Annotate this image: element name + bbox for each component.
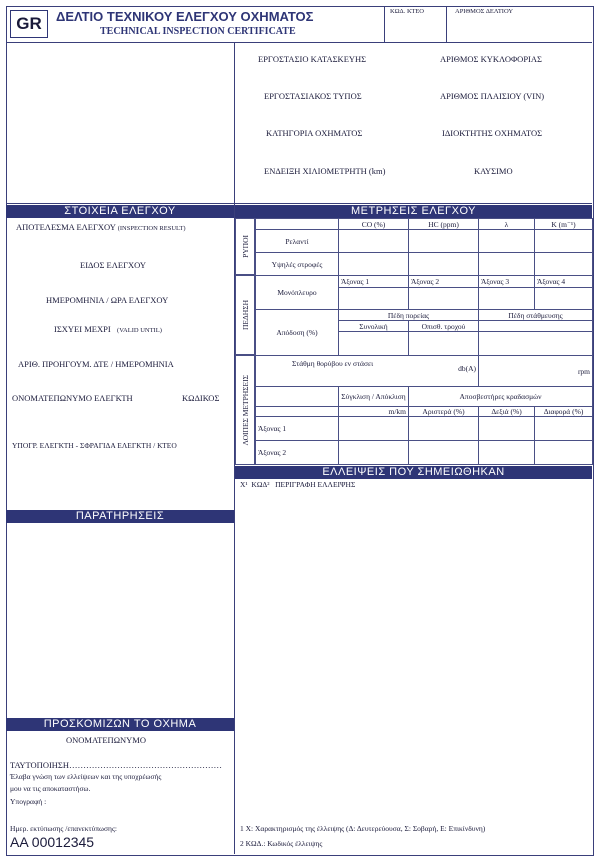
fuel-label: ΚΑΥΣΙΜΟ [474,166,513,176]
presenter-id-field[interactable]: ΤΑΥΤΟΠΟΙΗΣΗ……………………………………………… [10,760,223,770]
valid-until-label: ΙΣΧΥΕΙ ΜΕΧΡΙ (VALID UNTIL) [54,324,162,334]
measurements-section-header: ΜΕΤΡΗΣΕΙΣ ΕΛΕΓΧΟΥ [235,205,592,218]
axle1-header: Άξονας 1 [339,276,409,288]
kteo-code-label: ΚΩΔ. ΚΤΕΟ [390,8,424,15]
lambda-idle-cell[interactable] [479,230,535,253]
defects-note-1: 1 X: Χαρακτηρισμός της έλλειψης (Δ: Δευτερεύουσα, Σ: Σοβαρή, Ε: Επικίνδυνη) [240,824,486,833]
sheet-number-label: ΑΡΙΘΜΟΣ ΔΕΛΤΙΟΥ [455,8,514,15]
pollutants-label: ΡΥΠΟΙ [240,235,250,258]
country-code-box [10,10,48,38]
title-gr: ΔΕΛΤΙΟ ΤΕΧΝΙΚΟΥ ΕΛΕΓΧΟΥ ΟΧΗΜΑΤΟΣ [56,9,314,24]
acknowledgement-line-2: μου να τις αποκαταστήσω. [10,784,91,793]
axle2-cell[interactable] [409,288,479,310]
axle3-header: Άξονας 3 [479,276,535,288]
title-en: TECHNICAL INSPECTION CERTIFICATE [100,26,296,37]
presenter-signature-label: Υπογραφή : [10,797,47,806]
defects-columns [240,480,355,489]
k-high-cell[interactable] [535,253,593,276]
wheel-lock-header: Οπισθ. τροχού [409,321,479,332]
rpm-unit: rpm [479,356,593,387]
lambda-high-cell[interactable] [479,253,535,276]
diff-header: Διαφορά (%) [535,407,593,417]
hc-idle-cell[interactable] [409,230,479,253]
inspector-name-label: ΟΝΟΜΑΤΕΠΩΝΥΜΟ ΕΛΕΓΚΤΗ [12,393,133,403]
inspection-type-label: ΕΙΔΟΣ ΕΛΕΓΧΟΥ [80,260,146,270]
total-cell[interactable] [339,332,409,356]
acknowledgement-line-1: Έλαβα γνώση των ελλείψεων και της υποχρέωσής [10,772,162,781]
wheel-lock-cell[interactable] [409,332,479,356]
print-date-label: Ημερ. εκτύπωσης /επανεκτύπωσης: [10,824,118,833]
inspection-section-header: ΣΤΟΙΧΕΙΑ ΕΛΕΓΧΟΥ [6,205,234,218]
axle4-cell[interactable] [535,288,593,310]
k-idle-cell[interactable] [535,230,593,253]
co-high-cell[interactable] [339,253,409,276]
inspector-code-label: ΚΩΔΙΚΟΣ [182,393,220,403]
axle3-cell[interactable] [479,288,535,310]
defects-area[interactable] [236,492,591,817]
presenter-section-header: ΠΡΟΣΚΟΜΙΖΩΝ ΤΟ ΟΧΗΜΑ [6,718,234,731]
measurements-table [235,218,592,465]
inspection-result-label: ΑΠΟΤΕΛΕΣΜΑ ΕΛΕΓΧΟΥ (INSPECTION RESULT) [16,222,186,232]
defect-description-header: ΠΕΡΙΓΡΑΦΗ ΕΛΛΕΙΨΗΣ [275,480,356,489]
left-header: Αριστερά (%) [409,407,479,417]
lambda-header: λ [479,219,535,230]
k-header: K (m⁻¹) [535,219,593,230]
inspection-datetime-label: ΗΜΕΡΟΜΗΝΙΑ / ΩΡΑ ΕΛΕΓΧΟΥ [46,295,169,305]
efficiency-label: Απόδοση (%) [256,310,339,356]
remarks-section-header: ΠΑΡΑΤΗΡΗΣΕΙΣ [6,510,234,523]
axle1-cell[interactable] [339,288,409,310]
axle2-header: Άξονας 2 [409,276,479,288]
odometer-label: ΕΝΔΕΙΞΗ ΧΙΛΙΟΜΕΤΡΗΤΗ (km) [264,166,386,176]
co-idle-cell[interactable] [339,230,409,253]
mkm-unit: m/km [339,407,409,417]
axle2-row-label: Άξονας 2 [256,441,339,465]
hc-header: HC (ppm) [409,219,479,230]
single-axle-label: Μονόπλευρο [256,276,339,310]
db-unit: db(A) [458,364,477,373]
axle4-header: Άξονας 4 [535,276,593,288]
serial-number: AA 00012345 [10,834,95,850]
right-header: Δεξιά (%) [479,407,535,417]
parking-brake-header: Πέδη στάθμευσης [479,310,593,321]
presenter-name-label: ΟΝΟΜΑΤΕΠΩΝΥΜΟ [66,735,146,745]
parking-brake-cell[interactable] [479,332,593,356]
factory-type-label: ΕΡΓΟΣΤΑΣΙΑΚΟΣ ΤΥΠΟΣ [264,91,362,101]
vin-label: ΑΡΙΘΜΟΣ ΠΛΑΙΣΙΟΥ (VIN) [440,91,545,101]
country-code: GR [16,14,42,33]
high-rpm-label: Υψηλές στροφές [256,253,339,276]
service-brake-header: Πέδη πορείας [339,310,479,321]
defects-section-header: ΕΛΛΕΙΨΕΙΣ ΠΟΥ ΣΗΜΕΙΩΘΗΚΑΝ [235,466,592,479]
convergence-label: Σύγκλιση / Απόκλιση [339,387,409,407]
remarks-area[interactable] [7,524,233,716]
previous-certificate-label: ΑΡΙΘ. ΠΡΟΗΓΟΥΜ. ΔΤΕ / ΗΜΕΡΟΜΗΝΙΑ [18,359,174,369]
idle-label: Ρελαντί [256,230,339,253]
defect-code-header: ΚΩΔ² [251,480,270,489]
braking-label: ΠΕΔΗΣΗ [240,299,250,331]
category-label: ΚΑΤΗΓΟΡΙΑ ΟΧΗΜΑΤΟΣ [266,128,363,138]
inspector-signature-label: ΥΠΟΓΡ. ΕΛΕΓΚΤΗ - ΣΦΡΑΓΙΔΑ ΕΛΕΓΚΤΗ / ΚΤΕΟ [12,441,177,450]
manufacturer-label: ΕΡΓΟΣΤΑΣΙΟ ΚΑΤΑΣΚΕΥΗΣ [258,54,367,64]
hc-high-cell[interactable] [409,253,479,276]
axle1-row-label: Άξονας 1 [256,417,339,441]
owner-label: ΙΔΙΟΚΤΗΤΗΣ ΟΧΗΜΑΤΟΣ [442,128,543,138]
registration-label: ΑΡΙΘΜΟΣ ΚΥΚΛΟΦΟΡΙΑΣ [440,54,542,64]
total-header: Συνολική [339,321,409,332]
defect-x-header: X¹ [240,480,248,489]
co-header: CO (%) [339,219,409,230]
defects-note-2: 2 ΚΩΔ.: Κωδικός έλλειψης [240,839,323,848]
shock-absorbers-label: Αποσβεστήρες κραδασμών [409,387,593,407]
noise-label: Στάθμη θορύβου εν στάσει [292,359,374,368]
other-measurements-label: ΛΟΙΠΕΣ ΜΕΤΡΗΣΕΙΣ [240,374,250,446]
